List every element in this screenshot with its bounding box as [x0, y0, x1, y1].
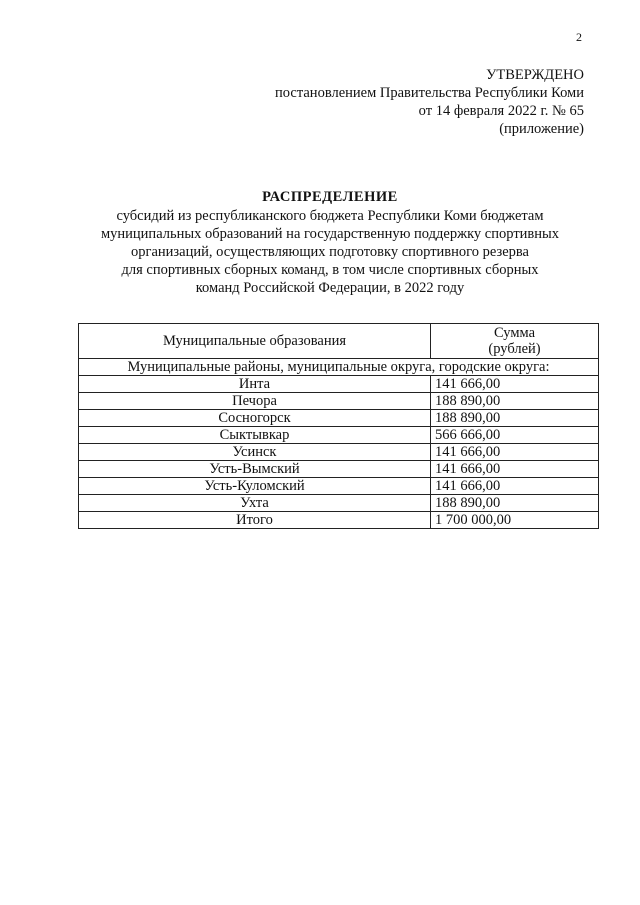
subsidy-sum: 141 666,00	[431, 376, 599, 393]
municipality-name: Усть-Вымский	[79, 461, 431, 478]
table-row	[79, 393, 599, 410]
table-row	[79, 461, 599, 478]
municipality-name: Усинск	[79, 444, 431, 461]
municipality-name: Сосногорск	[79, 410, 431, 427]
subsidy-sum: 188 890,00	[431, 495, 599, 512]
table-row	[79, 410, 599, 427]
approval-decree: постановлением Правительства Республики Коми	[275, 85, 584, 101]
group-label: Муниципальные районы, муниципальные округа, городские округа:	[79, 359, 599, 376]
title-line: команд Российской Федерации, в 2022 году	[195, 280, 465, 296]
total-sum: 1 700 000,00	[431, 512, 599, 529]
table-row	[79, 444, 599, 461]
table-row	[79, 495, 599, 512]
table-row	[79, 478, 599, 495]
document-title	[80, 188, 580, 297]
municipality-name: Инта	[79, 376, 431, 393]
table-row	[79, 376, 599, 393]
subsidy-sum: 188 890,00	[431, 393, 599, 410]
total-row	[79, 512, 599, 529]
subsidy-sum: 141 666,00	[431, 444, 599, 461]
title-line: для спортивных сборных команд, в том числе спортивных сборных	[121, 262, 539, 278]
title-line: организаций, осуществляющих подготовку спортивного резерва	[131, 244, 529, 260]
subsidy-sum: 566 666,00	[431, 427, 599, 444]
title-line: муниципальных образований на государственную поддержку спортивных	[100, 226, 560, 242]
header-municipalities: Муниципальные образования	[79, 324, 431, 359]
approval-label: УТВЕРЖДЕНО	[486, 67, 584, 83]
subsidy-sum: 141 666,00	[431, 461, 599, 478]
approval-appendix: (приложение)	[499, 121, 584, 137]
header-sum-unit: (рублей)	[488, 341, 541, 357]
municipality-name: Усть-Куломский	[79, 478, 431, 495]
group-row	[79, 359, 599, 376]
header-sum-label: Сумма	[493, 325, 536, 341]
title-line: субсидий из республиканского бюджета Республики Коми бюджетам	[116, 208, 544, 224]
approval-date: от 14 февраля 2022 г. № 65	[418, 103, 584, 119]
municipality-name: Печора	[79, 393, 431, 410]
title-heading: РАСПРЕДЕЛЕНИЕ	[262, 189, 398, 205]
municipality-name: Сыктывкар	[79, 427, 431, 444]
distribution-table	[78, 323, 599, 529]
total-label: Итого	[79, 512, 431, 529]
subsidy-sum: 188 890,00	[431, 410, 599, 427]
table-header-row	[79, 324, 599, 359]
municipality-name: Ухта	[79, 495, 431, 512]
approval-block	[184, 66, 584, 138]
page-number: 2	[576, 30, 582, 44]
table-row	[79, 427, 599, 444]
header-sum	[431, 324, 599, 359]
subsidy-sum: 141 666,00	[431, 478, 599, 495]
